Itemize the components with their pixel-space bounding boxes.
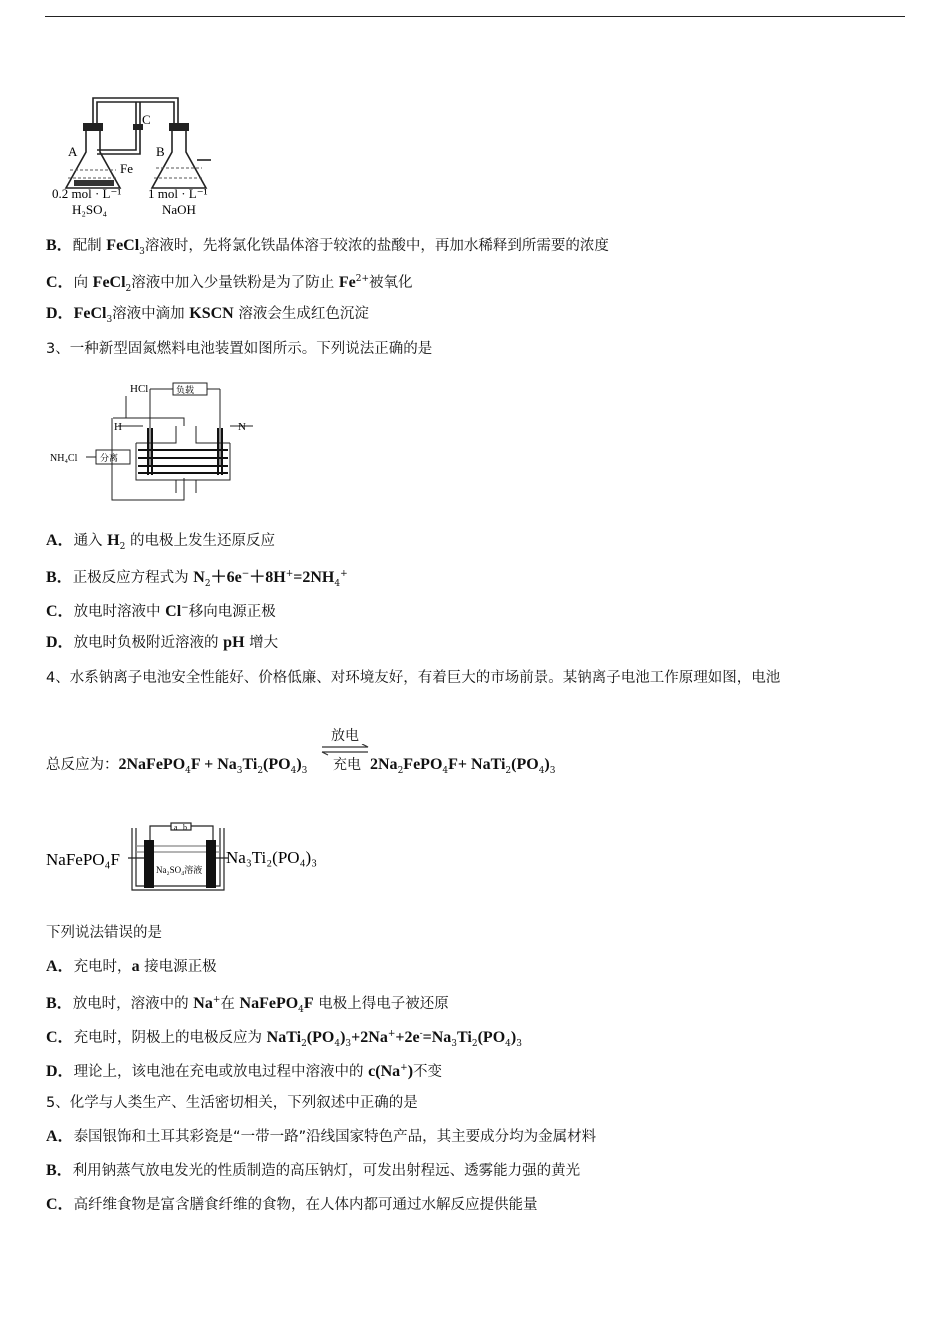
text-segment: D． bbox=[46, 634, 74, 651]
q4-option-a bbox=[46, 956, 217, 977]
text-segment: 总反应为： bbox=[46, 757, 119, 773]
text-segment: A． bbox=[46, 1128, 74, 1145]
arrow-discharge-label: 放电 bbox=[331, 728, 359, 744]
text-segment: Ti bbox=[242, 756, 258, 773]
text-segment: 在 bbox=[220, 996, 240, 1012]
text-segment: 3 bbox=[451, 1039, 458, 1049]
text-segment: +2Na bbox=[351, 1029, 388, 1046]
text-segment: 4 bbox=[185, 766, 191, 776]
left-concentration: 0.2 mol · L⁻¹ bbox=[52, 186, 122, 201]
text-segment: pH bbox=[223, 634, 245, 651]
text-segment: 溶液时，先将氯化铁晶体溶于较浓的盐酸中，再加水稀释到所需要的浓度 bbox=[144, 238, 609, 254]
text-segment: 2 bbox=[257, 766, 264, 776]
text-segment: B． bbox=[46, 237, 73, 254]
text-segment: + bbox=[340, 569, 348, 579]
text-segment: 移向电源正极 bbox=[188, 604, 276, 620]
label-h2: H bbox=[114, 421, 122, 433]
text-segment: 增大 bbox=[244, 635, 279, 651]
text-segment: + bbox=[285, 569, 294, 579]
text-segment: 放电时负极附近溶液的 bbox=[73, 635, 224, 651]
text-segment: 2 bbox=[471, 1039, 478, 1049]
text-segment: 电极上得电子被还原 bbox=[313, 996, 449, 1012]
q4-prompt bbox=[46, 922, 162, 943]
text-segment: 2 bbox=[125, 284, 132, 294]
text-segment: ) bbox=[510, 1029, 517, 1046]
q2-option-c bbox=[46, 269, 413, 299]
text-segment: NaTi bbox=[266, 1029, 302, 1046]
text-segment: 接电源正极 bbox=[139, 959, 217, 975]
text-segment: 利用钠蒸气放电发光的性质制造的高压钠灯，可发出射程远、透雾能力强的黄光 bbox=[72, 1163, 581, 1179]
text-segment: 3 bbox=[236, 766, 243, 776]
text-segment: ＋8H bbox=[249, 569, 286, 586]
text-segment: (PO bbox=[511, 756, 539, 773]
text-segment: FePO bbox=[403, 756, 443, 773]
text-segment: B． bbox=[46, 1162, 73, 1179]
q5-title bbox=[46, 1092, 418, 1113]
text-segment: 3 bbox=[106, 315, 113, 325]
q3-option-a bbox=[46, 530, 275, 557]
text-segment: FeCl bbox=[73, 305, 107, 322]
text-segment: 2 bbox=[505, 766, 512, 776]
text-segment: 4 bbox=[334, 579, 341, 589]
text-segment: ＋6e bbox=[210, 569, 242, 586]
label-hcl: HCl bbox=[130, 383, 149, 395]
q4-equation bbox=[46, 754, 555, 781]
text-segment: Na bbox=[193, 995, 213, 1012]
text-segment: + bbox=[400, 1063, 408, 1073]
label-solution: Na₂SO₄溶液 bbox=[156, 865, 203, 875]
figure-iron-hydroxide-apparatus bbox=[48, 90, 228, 220]
figure-sodium-ion-battery bbox=[46, 822, 336, 897]
q2-option-d bbox=[46, 303, 369, 330]
text-segment: 3 bbox=[301, 766, 308, 776]
text-segment: C． bbox=[46, 603, 74, 620]
text-segment: 5、化学与人类生产、生活密切相关，下列叙述中正确的是 bbox=[46, 1095, 418, 1111]
label-c: C bbox=[142, 112, 151, 127]
text-segment: 4 bbox=[505, 1039, 511, 1049]
text-segment: (PO bbox=[477, 1029, 506, 1046]
text-segment: D． bbox=[46, 1063, 74, 1080]
text-segment: ) bbox=[296, 756, 302, 773]
text-segment: 4 bbox=[290, 766, 297, 776]
text-segment: 3 bbox=[549, 766, 556, 776]
text-segment: 的电极上发生还原反应 bbox=[125, 533, 275, 549]
text-segment: 溶液中加入少量铁粉是为了防止 bbox=[131, 275, 339, 291]
text-segment: 4、水系钠离子电池安全性能好、价格低廉、对环境友好，有着巨大的市场前景。某钠离子电池工作原理如图，电池 bbox=[46, 670, 781, 686]
text-segment: Cl bbox=[165, 603, 182, 620]
label-a: A bbox=[68, 144, 78, 159]
text-segment: 充电时，阴极上的电极反应为 bbox=[73, 1030, 267, 1046]
label-separator: 分离 bbox=[100, 453, 119, 463]
label-right-electrode: Na₃Ti₂(PO₄)₃ bbox=[226, 848, 318, 867]
text-segment: F bbox=[303, 995, 314, 1012]
text-segment: C． bbox=[46, 274, 74, 291]
q5-option-c bbox=[46, 1194, 538, 1215]
text-segment: - bbox=[419, 1029, 423, 1039]
text-segment: D． bbox=[46, 305, 74, 322]
label-nh4cl: NH₄Cl bbox=[50, 453, 78, 464]
text-segment: H bbox=[107, 532, 120, 549]
text-segment: 被氧化 bbox=[369, 275, 413, 291]
text-segment: 理论上，该电池在充电或放电过程中溶液中的 bbox=[73, 1064, 369, 1080]
text-segment: F + Na bbox=[190, 756, 237, 773]
text-segment: a bbox=[131, 958, 140, 975]
text-segment: 放电时溶液中 bbox=[73, 604, 166, 620]
q3-option-d bbox=[46, 632, 278, 653]
q5-option-a bbox=[46, 1126, 596, 1147]
text-segment: ) bbox=[340, 1029, 346, 1046]
q4-option-b bbox=[46, 990, 449, 1020]
text-segment: 3 bbox=[139, 247, 145, 257]
left-solution: H₂SO₄ bbox=[72, 202, 108, 217]
right-solution: NaOH bbox=[162, 202, 196, 217]
text-segment: (PO bbox=[306, 1029, 335, 1046]
text-segment: 4 bbox=[442, 766, 449, 776]
text-segment: FeCl bbox=[106, 237, 140, 254]
text-segment: 2+ bbox=[355, 274, 370, 284]
q3-title bbox=[46, 338, 432, 359]
text-segment: C． bbox=[46, 1029, 74, 1046]
label-b-terminal: b bbox=[183, 823, 187, 832]
text-segment: (PO bbox=[263, 756, 291, 773]
text-segment: =Na bbox=[422, 1029, 452, 1046]
text-segment: N bbox=[193, 569, 205, 586]
q5-option-b bbox=[46, 1160, 580, 1181]
text-segment: 向 bbox=[73, 275, 93, 291]
text-segment: FeCl bbox=[92, 274, 126, 291]
text-segment: ) bbox=[544, 756, 550, 773]
text-segment: 溶液会生成红色沉淀 bbox=[233, 306, 369, 322]
text-segment: c(Na bbox=[368, 1063, 401, 1080]
text-segment: Ti bbox=[457, 1029, 472, 1046]
header-rule bbox=[45, 16, 905, 17]
text-segment: +2e bbox=[395, 1029, 420, 1046]
label-load: 负载 bbox=[176, 385, 195, 395]
text-segment: 充电时， bbox=[73, 959, 132, 975]
text-segment: 4 bbox=[298, 1005, 304, 1015]
text-segment: 高纤维食物是富含膳食纤维的食物，在人体内都可通过水解反应提供能量 bbox=[73, 1197, 538, 1213]
text-segment: 2 bbox=[397, 766, 404, 776]
q2-option-b bbox=[46, 235, 609, 262]
text-segment: 下列说法错误的是 bbox=[46, 925, 162, 941]
text-segment: − bbox=[181, 603, 189, 613]
right-concentration: 1 mol · L⁻¹ bbox=[148, 186, 208, 201]
label-a-terminal: a bbox=[174, 823, 178, 832]
text-segment: NaFePO bbox=[239, 995, 299, 1012]
text-segment: 溶液中滴加 bbox=[112, 306, 190, 322]
text-segment: 2NaFePO bbox=[118, 756, 186, 773]
text-segment: 正极反应方程式为 bbox=[72, 570, 194, 586]
text-segment: 配制 bbox=[72, 238, 107, 254]
text-segment: − bbox=[241, 569, 250, 579]
text-segment: A． bbox=[46, 958, 74, 975]
text-segment: 2 bbox=[119, 542, 126, 552]
q4-title bbox=[46, 667, 780, 688]
text-segment: + bbox=[212, 995, 221, 1005]
text-segment: 3、一种新型固氮燃料电池装置如图所示。下列说法正确的是 bbox=[46, 341, 433, 357]
text-segment: C． bbox=[46, 1196, 74, 1213]
label-b: B bbox=[156, 144, 165, 159]
text-segment: 通入 bbox=[73, 533, 108, 549]
q3-option-c bbox=[46, 598, 276, 622]
q4-option-d bbox=[46, 1058, 442, 1082]
q3-option-b bbox=[46, 564, 348, 594]
text-segment: ) bbox=[407, 1063, 414, 1080]
text-segment: F+ NaTi bbox=[448, 756, 506, 773]
text-segment: 2 bbox=[301, 1039, 307, 1049]
text-segment: 4 bbox=[538, 766, 545, 776]
text-segment: =2NH bbox=[293, 569, 335, 586]
text-segment: 不变 bbox=[413, 1064, 443, 1080]
label-fe: Fe bbox=[120, 161, 133, 176]
text-segment: B． bbox=[46, 569, 73, 586]
text-segment: A． bbox=[46, 532, 74, 549]
text-segment: 3 bbox=[516, 1039, 522, 1049]
label-left-electrode: NaFePO₄F bbox=[46, 850, 120, 869]
arrow-charge-label: 充电 bbox=[333, 757, 361, 773]
text-segment: 2 bbox=[204, 579, 211, 589]
text-segment: KSCN bbox=[189, 305, 234, 322]
text-segment: 3 bbox=[345, 1039, 352, 1049]
label-n2: N bbox=[238, 421, 246, 433]
figure-nitrogen-fuel-cell bbox=[48, 378, 258, 508]
text-segment: 4 bbox=[334, 1039, 341, 1049]
text-segment: B． bbox=[46, 995, 73, 1012]
text-segment: 2Na bbox=[370, 756, 398, 773]
text-segment: 泰国银饰和土耳其彩瓷是“一带一路”沿线国家特色产品，其主要成分均为金属材料 bbox=[73, 1129, 597, 1145]
text-segment: + bbox=[387, 1029, 396, 1039]
q4-option-c bbox=[46, 1024, 522, 1054]
text-segment: 放电时，溶液中的 bbox=[72, 996, 194, 1012]
text-segment: Fe bbox=[338, 274, 356, 291]
